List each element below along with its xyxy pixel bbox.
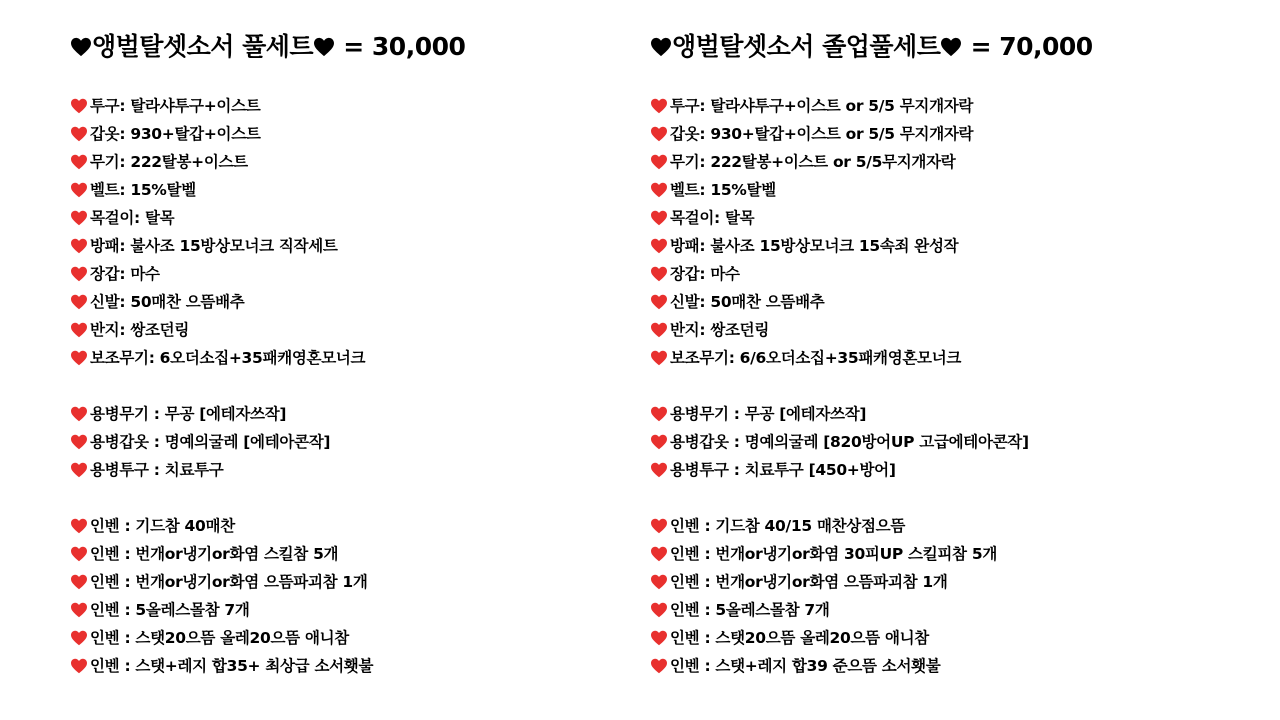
red-heart-icon — [650, 350, 668, 366]
list-item-text: 투구: 탈라샤투구+이스트 — [90, 97, 261, 115]
list-item-text: 용병갑옷 : 명예의굴레 [에테아콘작] — [90, 433, 331, 451]
red-heart-icon — [650, 98, 668, 114]
list-item-text: 갑옷: 930+탈갑+이스트 or 5/5 무지개자락 — [670, 125, 974, 143]
left-item-list — [70, 92, 373, 680]
list-item — [650, 652, 1029, 680]
list-item — [650, 176, 1029, 204]
red-heart-icon — [650, 126, 668, 142]
list-item-text: 투구: 탈라샤투구+이스트 or 5/5 무지개자락 — [670, 97, 974, 115]
list-item-text: 인벤 : 5올레스몰참 7개 — [670, 601, 830, 619]
red-heart-icon — [650, 210, 668, 226]
black-heart-icon — [313, 37, 335, 57]
list-item — [70, 400, 373, 428]
list-item — [70, 428, 373, 456]
list-item-text: 용병무기 : 무공 [에테자쓰작] — [670, 405, 867, 423]
list-item-text: 보조무기: 6오더소집+35패캐영혼모너크 — [90, 349, 366, 367]
list-item — [70, 204, 373, 232]
list-item-text: 방패: 불사조 15방상모너크 15속죄 완성작 — [670, 237, 959, 255]
list-item — [650, 596, 1029, 624]
list-item — [70, 652, 373, 680]
list-item — [70, 316, 373, 344]
red-heart-icon — [650, 658, 668, 674]
red-heart-icon — [70, 98, 88, 114]
list-item-text: 반지: 쌍조던링 — [670, 321, 770, 339]
right-item-list — [650, 92, 1029, 680]
list-item — [650, 512, 1029, 540]
list-item-text: 목걸이: 탈목 — [90, 209, 175, 227]
list-item — [650, 232, 1029, 260]
red-heart-icon — [650, 518, 668, 534]
list-item — [650, 568, 1029, 596]
red-heart-icon — [70, 602, 88, 618]
right-title-name: 앵벌탈셋소서 졸업풀세트 — [672, 32, 941, 61]
list-item — [70, 540, 373, 568]
red-heart-icon — [70, 154, 88, 170]
list-item-text: 인벤 : 5올레스몰참 7개 — [90, 601, 250, 619]
list-spacer — [70, 484, 373, 512]
list-item-text: 보조무기: 6/6오더소집+35패캐영혼모너크 — [670, 349, 962, 367]
list-item-text: 용병무기 : 무공 [에테자쓰작] — [90, 405, 287, 423]
black-heart-icon — [650, 37, 672, 57]
list-item-text: 인벤 : 스탯+레지 합39 준으뜸 소서횃불 — [670, 657, 941, 675]
list-item — [70, 344, 373, 372]
red-heart-icon — [70, 574, 88, 590]
black-heart-icon — [70, 37, 92, 57]
list-spacer — [650, 372, 1029, 400]
list-item-text: 인벤 : 번개or냉기or화염 으뜸파괴참 1개 — [90, 573, 368, 591]
red-heart-icon — [70, 434, 88, 450]
list-item-text: 신발: 50매찬 으뜸배추 — [670, 293, 825, 311]
black-heart-icon — [940, 37, 962, 57]
list-item — [650, 120, 1029, 148]
red-heart-icon — [650, 434, 668, 450]
list-item-text: 벨트: 15%탈벨 — [670, 181, 776, 199]
list-item-text: 장갑: 마수 — [670, 265, 740, 283]
list-item-text: 인벤 : 스탯20으뜸 올레20으뜸 애니참 — [90, 629, 349, 647]
list-item — [650, 288, 1029, 316]
left-title-price: = 30,000 — [335, 32, 466, 61]
list-item — [70, 260, 373, 288]
list-item — [70, 232, 373, 260]
red-heart-icon — [650, 322, 668, 338]
list-item-text: 무기: 222탈봉+이스트 — [90, 153, 248, 171]
list-item-text: 인벤 : 번개or냉기or화염 스킬참 5개 — [90, 545, 339, 563]
list-item-text: 벨트: 15%탈벨 — [90, 181, 196, 199]
list-item — [650, 316, 1029, 344]
list-item — [650, 400, 1029, 428]
list-item — [70, 148, 373, 176]
red-heart-icon — [650, 154, 668, 170]
list-item-text: 반지: 쌍조던링 — [90, 321, 190, 339]
red-heart-icon — [70, 294, 88, 310]
list-spacer — [70, 372, 373, 400]
red-heart-icon — [70, 518, 88, 534]
list-item — [650, 148, 1029, 176]
red-heart-icon — [650, 266, 668, 282]
red-heart-icon — [70, 182, 88, 198]
red-heart-icon — [70, 210, 88, 226]
red-heart-icon — [70, 238, 88, 254]
red-heart-icon — [70, 126, 88, 142]
list-item-text: 인벤 : 스탯+레지 합35+ 최상급 소서횃불 — [90, 657, 374, 675]
list-item — [70, 568, 373, 596]
list-item — [70, 92, 373, 120]
list-item — [70, 512, 373, 540]
list-item-text: 방패: 불사조 15방상모너크 직작세트 — [90, 237, 338, 255]
red-heart-icon — [650, 238, 668, 254]
red-heart-icon — [70, 546, 88, 562]
list-item — [650, 204, 1029, 232]
list-item-text: 갑옷: 930+탈갑+이스트 — [90, 125, 261, 143]
red-heart-icon — [650, 182, 668, 198]
list-item-text: 무기: 222탈봉+이스트 or 5/5무지개자락 — [670, 153, 956, 171]
list-item — [70, 176, 373, 204]
list-item — [650, 540, 1029, 568]
list-item — [70, 288, 373, 316]
list-item — [650, 456, 1029, 484]
red-heart-icon — [650, 602, 668, 618]
list-item-text: 인벤 : 기드참 40/15 매찬상점으뜸 — [670, 517, 905, 535]
red-heart-icon — [650, 462, 668, 478]
red-heart-icon — [650, 406, 668, 422]
list-item-text: 목걸이: 탈목 — [670, 209, 755, 227]
list-item-text: 용병투구 : 치료투구 [450+방어] — [670, 461, 896, 479]
list-item — [70, 596, 373, 624]
list-item-text: 용병투구 : 치료투구 — [90, 461, 224, 479]
list-item — [70, 120, 373, 148]
right-title-price: = 70,000 — [962, 32, 1093, 61]
list-item-text: 인벤 : 스탯20으뜸 올레20으뜸 애니참 — [670, 629, 929, 647]
list-item-text: 인벤 : 번개or냉기or화염 으뜸파괴참 1개 — [670, 573, 948, 591]
right-title — [650, 30, 1093, 64]
red-heart-icon — [650, 574, 668, 590]
list-item-text: 용병갑옷 : 명예의굴레 [820방어UP 고급에테아콘작] — [670, 433, 1029, 451]
red-heart-icon — [70, 630, 88, 646]
list-item — [650, 428, 1029, 456]
red-heart-icon — [70, 658, 88, 674]
red-heart-icon — [70, 462, 88, 478]
list-item — [70, 624, 373, 652]
red-heart-icon — [650, 546, 668, 562]
left-title-name: 앵벌탈셋소서 풀세트 — [92, 32, 314, 61]
red-heart-icon — [70, 266, 88, 282]
red-heart-icon — [70, 322, 88, 338]
list-item — [650, 260, 1029, 288]
red-heart-icon — [70, 350, 88, 366]
red-heart-icon — [70, 406, 88, 422]
left-title — [70, 30, 465, 64]
red-heart-icon — [650, 294, 668, 310]
list-item-text: 인벤 : 기드참 40매찬 — [90, 517, 235, 535]
list-item — [650, 92, 1029, 120]
list-item — [650, 624, 1029, 652]
list-item-text: 신발: 50매찬 으뜸배추 — [90, 293, 245, 311]
list-spacer — [650, 484, 1029, 512]
list-item — [70, 456, 373, 484]
red-heart-icon — [650, 630, 668, 646]
list-item-text: 인벤 : 번개or냉기or화염 30피UP 스킬피참 5개 — [670, 545, 997, 563]
list-item — [650, 344, 1029, 372]
list-item-text: 장갑: 마수 — [90, 265, 160, 283]
